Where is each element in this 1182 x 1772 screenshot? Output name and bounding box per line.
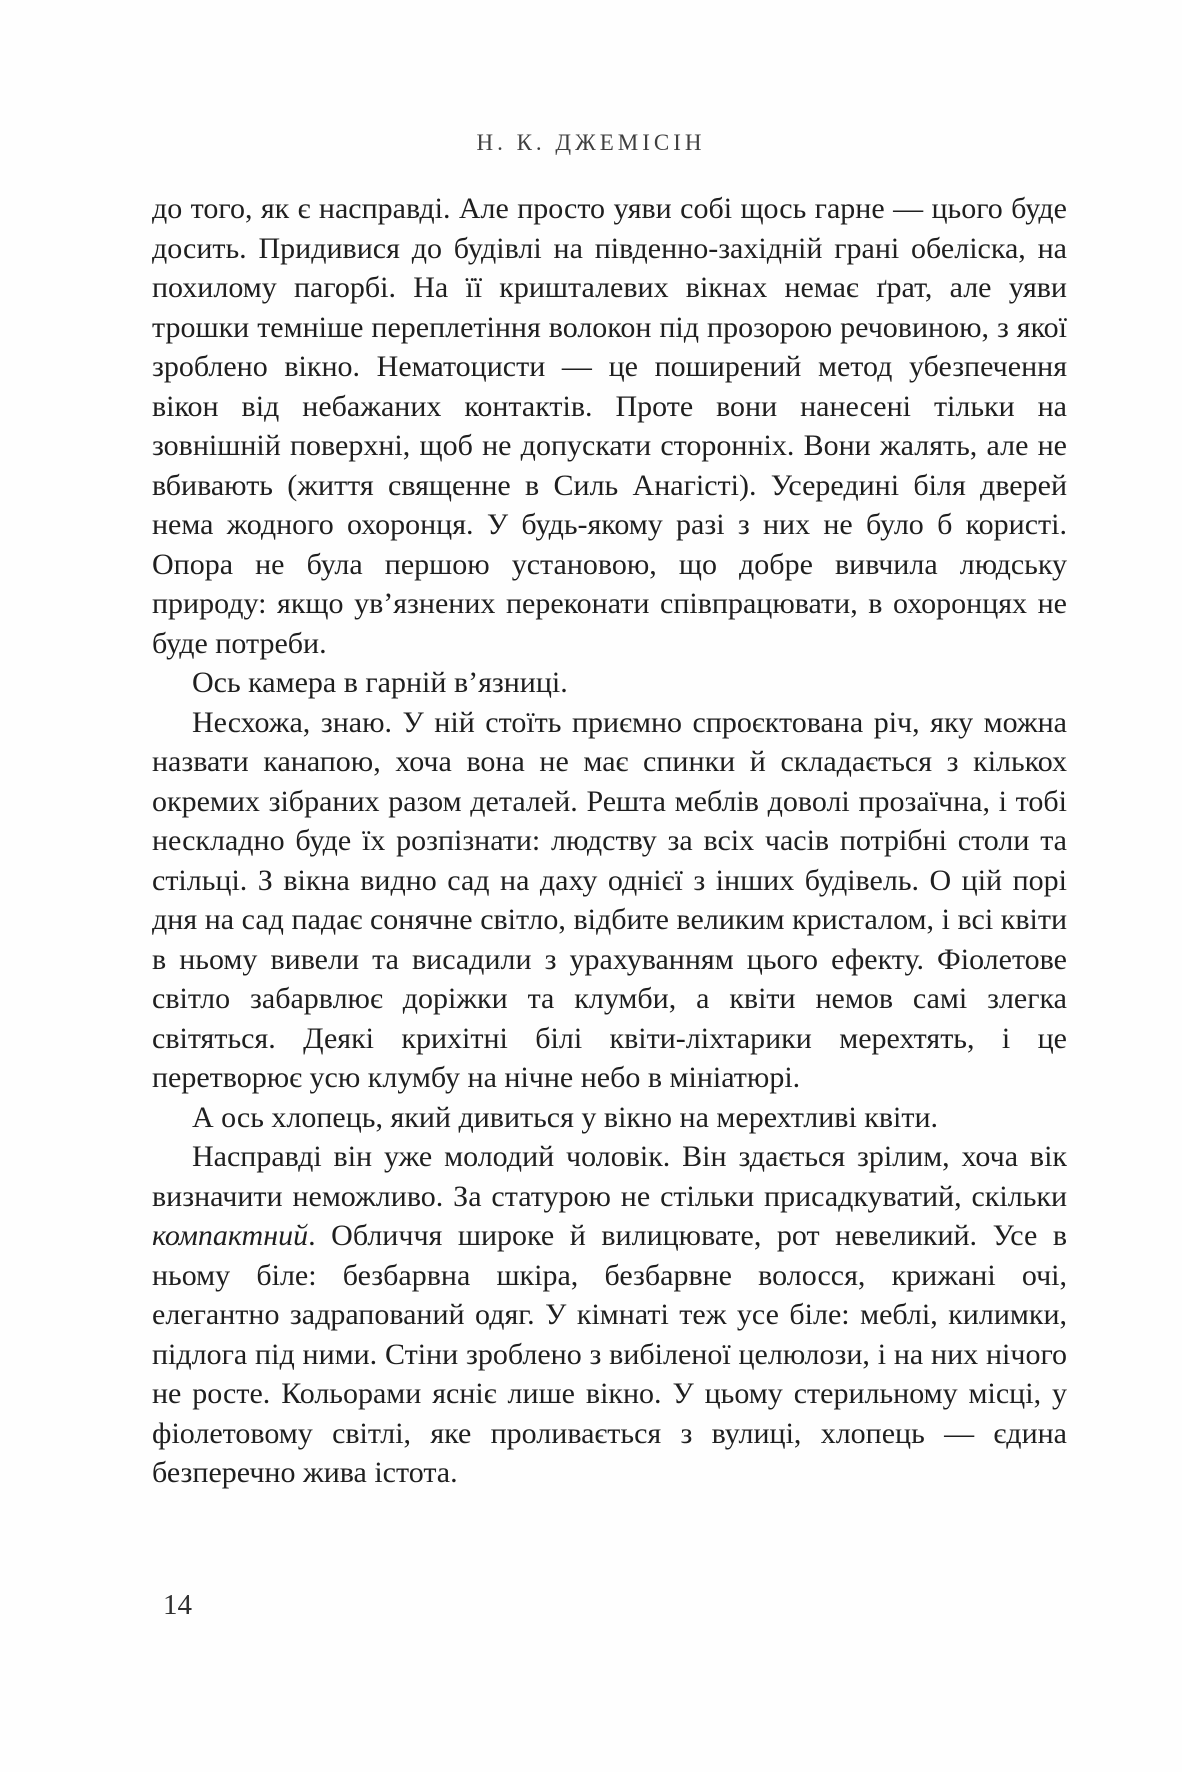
paragraph-run-italic: компактний [152,1219,309,1252]
paragraph [152,189,1067,663]
paragraph-run: А ось хлопець, який дивиться у вікно на мерехтливі квіти. [192,1100,939,1134]
paragraph-run: Ось камера в гарній в’язниці. [192,666,568,699]
paragraph-run: . Обличчя широке й вилицювате, рот невеликий. Усе в ньому біле: безбарвна шкіра, безбарвне волосся, крижані очі, елегантно задрапований одяг. У кімнаті теж усе біле: меблі, килимки, підлога під ними. Стіни зроблено з вибіленої целюлози, і на них нічого не росте. Кольорами ясніє лише вікно. У цьому стерильному місці, у фіолетовому світлі, яке проливається з вулиці, хлопець — єдина безперечно жива істота. [152,1219,1067,1489]
paragraph-run: Насправді він уже молодий чоловік. Він здається зрілим, хоча вік визначити неможливо. За статурою не стільки присадкуватий, скільки [152,1140,1067,1213]
paragraph-run: до того, як є насправді. Але просто уяви собі щось гарне — цього буде досить. Придивися до будівлі на південно-західній грані обеліска, на похилому пагорбі. На її кришталевих вікнах немає ґрат, але уяви трошки темніше переплетіння волокон під прозорою речовиною, з якої зроблено вікно. Нематоцисти — це поширений метод убезпечення вікон від небажаних контактів. Проте вони нанесені тільки на зовнішній поверхні, щоб не допускати сторонніх. Вони жалять, але не вбивають (життя священне в Силь Анагісті). Усередині біля дверей нема жодного охоронця. У будь-якому разі з них не було б користі. Опора не була першою установою, що добре вивчила людську природу: якщо ув’язнених переконати співпрацювати, в охоронцях не буде потреби. [152,192,1067,660]
paragraph [152,1098,1067,1138]
paragraph-run: Несхожа, знаю. У ній стоїть приємно спроєктована річ, яку можна назвати канапою, хоча вона не має спинки й складається з кількох окремих зібраних разом деталей. Решта меблів доволі прозаїчна, і тобі нескладно буде їх розпізнати: людству за всіх часів потрібні столи та стільці. З вікна видно сад на даху однієї з інших будівель. О цій порі дня на сад падає сонячне світло, відбите великим кристалом, і всі квіти в ньому вивели та висадили з урахуванням цього ефекту. Фіолетове світло забарвлює доріжки та клумби, а квіти немов самі злегка світяться. Деякі крихітні білі квіти-ліхтарики мерехтять, і це перетворює усю клумбу на нічне небо в мініатюрі. [152,705,1067,1094]
body-text [152,189,1067,1493]
paragraph [152,1137,1067,1493]
page-number: 14 [163,1589,192,1621]
paragraph [152,663,1067,703]
running-header-author: Н. К. ДЖЕМІСІН [476,130,706,155]
paragraph [152,703,1067,1098]
